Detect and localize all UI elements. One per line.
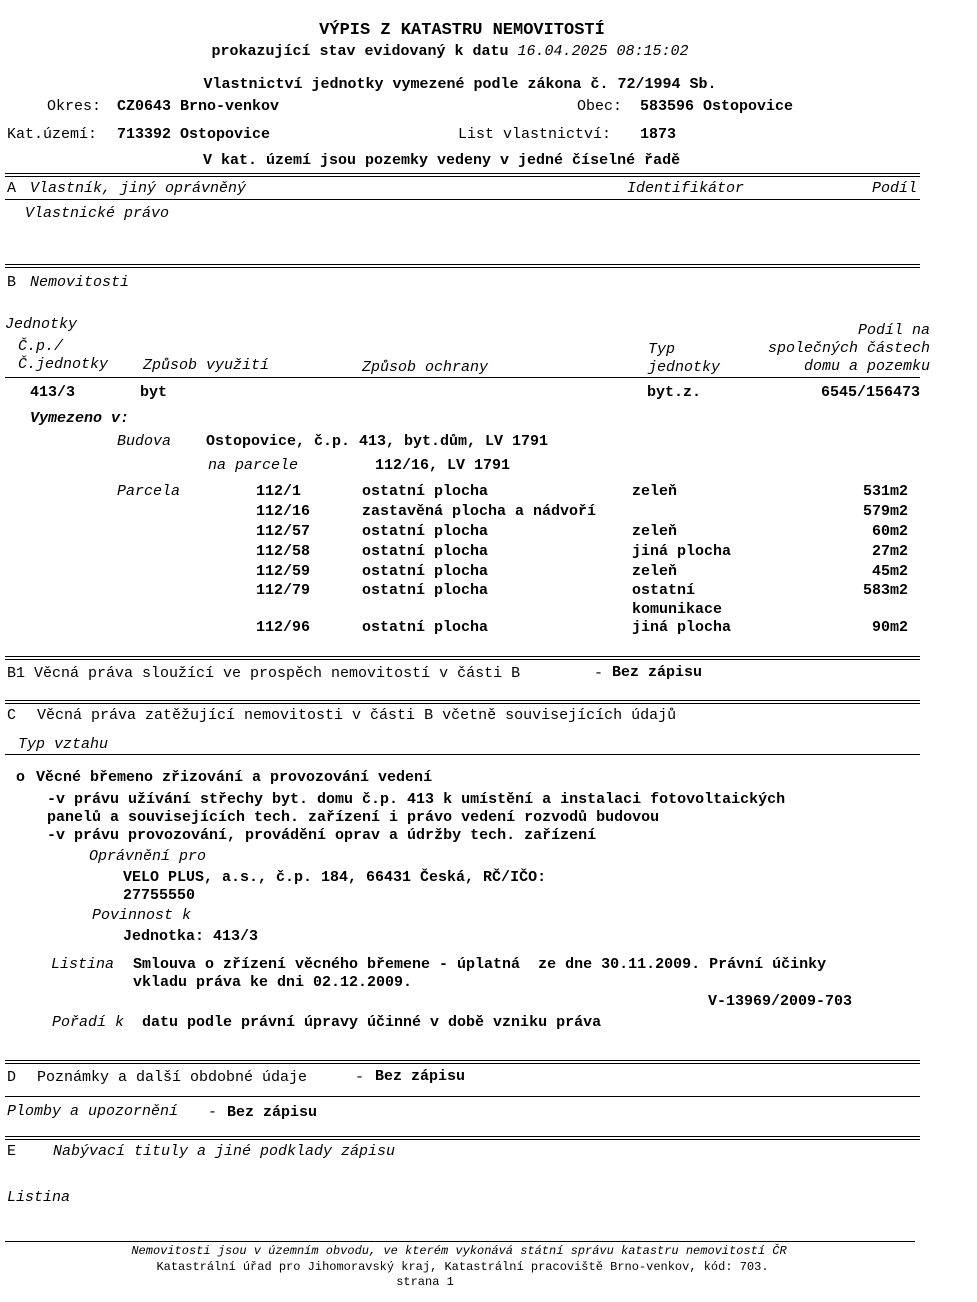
divider <box>5 1060 920 1061</box>
okres-label: Okres: <box>47 98 102 115</box>
obliged-label: Povinnost k <box>92 907 192 924</box>
col-identifier: Identifikátor <box>627 180 745 197</box>
document-text: Smlouva o zřízení věcného břemene - úplatná ze dne 30.11.2009. Právní účinky <box>133 956 827 973</box>
divider <box>5 176 920 177</box>
entitled-id: 27755550 <box>123 887 196 904</box>
section-c-title: Věcná práva zatěžující nemovitosti v části B včetně souvisejících údajů <box>37 707 677 724</box>
obec-label: Obec: <box>577 98 623 115</box>
section-b1-status: Bez zápisu <box>612 664 703 681</box>
numbering-note: V kat. území jsou pozemky vedeny v jedné číselné řadě <box>203 152 681 169</box>
units-label: Jednotky <box>5 316 78 333</box>
section-b-letter: B <box>7 274 17 291</box>
document-reference: V-13969/2009-703 <box>708 993 853 1010</box>
parcel-area: 531m2 <box>862 483 908 500</box>
col-cp: Č.p./ <box>18 338 64 355</box>
divider <box>5 1136 920 1137</box>
unit-number: 413/3 <box>30 384 76 401</box>
divider <box>5 659 920 660</box>
easement-desc: panelů a souvisejících tech. zařízení i právo vedení rozvodů budovou <box>47 809 660 826</box>
seals-dash: - <box>208 1104 218 1121</box>
ownership-right-label: Vlastnické právo <box>25 205 170 222</box>
footer-line: Nemovitosti jsou v územním obvodu, ve kterém vykonává státní správu katastru nemovitostí ČR <box>131 1244 787 1258</box>
unit-use: byt <box>140 384 168 401</box>
okres-value: CZ0643 Brno-venkov <box>117 98 280 115</box>
parcel-use: zastavěná plocha a nádvoří <box>362 503 597 520</box>
parcel-area: 90m2 <box>871 619 908 636</box>
parcel-use: ostatní plocha <box>362 619 489 636</box>
footer-divider <box>5 1241 915 1242</box>
katuzemi-value: 713392 Ostopovice <box>117 126 271 143</box>
section-e-title: Nabývací tituly a jiné podklady zápisu <box>53 1143 396 1160</box>
col-common-share: Podíl na <box>857 322 930 339</box>
parcel-use: ostatní plocha <box>362 543 489 560</box>
section-a-letter: A <box>7 180 17 197</box>
order-label: Pořadí k <box>52 1014 125 1031</box>
section-d-title: Poznámky a další obdobné údaje <box>37 1069 308 1086</box>
building-label: Budova <box>117 433 172 450</box>
easement-desc: -v právu užívání střechy byt. domu č.p. 413 k umístění a instalaci fotovoltaických <box>47 791 786 808</box>
obec-value: 583596 Ostopovice <box>640 98 794 115</box>
parcel-kind: jiná plocha <box>632 543 732 560</box>
parcel-kind: zeleň <box>632 523 678 540</box>
page-number: strana 1 <box>396 1275 454 1289</box>
parcel-number: 112/96 <box>256 619 311 636</box>
divider <box>5 377 920 378</box>
parcel-number: 112/57 <box>256 523 311 540</box>
parcel-number: 112/16 <box>256 503 311 520</box>
section-d-letter: D <box>7 1069 17 1086</box>
entitled-party: VELO PLUS, a.s., č.p. 184, 66431 Česká, RČ/IČO: <box>123 869 547 886</box>
col-common-share-3: domu a pozemku <box>803 358 930 375</box>
parcel-area: 583m2 <box>862 582 908 599</box>
col-relation-type: Typ vztahu <box>18 736 109 753</box>
parcel-label: Parcela <box>117 483 181 500</box>
divider <box>5 264 920 265</box>
parcel-kind: zeleň <box>632 483 678 500</box>
lv-value: 1873 <box>640 126 677 143</box>
parcel-number: 112/79 <box>256 582 311 599</box>
parcel-kind: jiná plocha <box>632 619 732 636</box>
col-use: Způsob využití <box>143 357 270 374</box>
parcel-use: ostatní plocha <box>362 523 489 540</box>
unit-share: 6545/156473 <box>820 384 920 401</box>
footer-office: Katastrální úřad pro Jihomoravský kraj, Katastrální pracoviště Brno-venkov, kód: 703. <box>156 1260 769 1274</box>
divider <box>5 700 920 701</box>
col-common-share-2: společných částech <box>767 340 930 357</box>
section-e-letter: E <box>7 1143 17 1160</box>
divider <box>5 199 920 200</box>
parcel-area: 45m2 <box>871 563 908 580</box>
unit-law-heading: Vlastnictví jednotky vymezené podle zákona č. 72/1994 Sb. <box>203 76 717 93</box>
section-c-letter: C <box>7 707 17 724</box>
defined-in-label: Vymezeno v: <box>30 410 130 427</box>
entitled-label: Oprávnění pro <box>89 848 207 865</box>
extract-date: 16.04.2025 08:15:02 <box>517 43 689 60</box>
obliged-value: Jednotka: 413/3 <box>123 928 259 945</box>
parcel-number: 112/59 <box>256 563 311 580</box>
divider <box>5 754 920 755</box>
divider <box>5 1096 920 1097</box>
building-value: Ostopovice, č.p. 413, byt.dům, LV 1791 <box>206 433 549 450</box>
section-b1-dash: - <box>594 665 604 682</box>
document-label: Listina <box>51 956 115 973</box>
subtitle-label: prokazující stav evidovaný k datu <box>211 43 509 60</box>
section-d-dash: - <box>355 1069 365 1086</box>
section-b1-title: B1 Věcná práva sloužící ve prospěch nemovitostí v části B <box>7 665 521 682</box>
parcel-area: 60m2 <box>871 523 908 540</box>
col-unit-number: Č.jednotky <box>18 356 109 373</box>
lv-label: List vlastnictví: <box>458 126 612 143</box>
parcel-area: 579m2 <box>862 503 908 520</box>
document-text: vkladu práva ke dni 02.12.2009. <box>133 974 413 991</box>
seals-title: Plomby a upozornění <box>7 1103 179 1120</box>
divider <box>5 1139 920 1140</box>
divider <box>5 703 920 704</box>
seals-status: Bez zápisu <box>227 1104 318 1121</box>
parcel-number: 112/1 <box>256 483 302 500</box>
bullet: o <box>16 769 26 786</box>
section-d-status: Bez zápisu <box>375 1068 466 1085</box>
parcel-number: 112/58 <box>256 543 311 560</box>
section-a-title: Vlastník, jiný oprávněný <box>30 180 247 197</box>
col-protection: Způsob ochrany <box>362 359 489 376</box>
parcel-kind-line-2: komunikace <box>632 601 723 618</box>
parcel-use: ostatní plocha <box>362 563 489 580</box>
parcel-use: ostatní plocha <box>362 483 489 500</box>
document-title: VÝPIS Z KATASTRU NEMOVITOSTÍ <box>319 21 605 40</box>
divider <box>5 267 920 268</box>
parcel-area: 27m2 <box>871 543 908 560</box>
section-e-document-label: Listina <box>7 1189 71 1206</box>
subtitle <box>0 43 900 61</box>
divider <box>5 1063 920 1064</box>
col-type-2: jednotky <box>648 359 721 376</box>
section-b-title: Nemovitosti <box>30 274 130 291</box>
divider <box>5 656 920 657</box>
easement-desc: -v právu provozování, provádění oprav a údržby tech. zařízení <box>47 827 597 844</box>
col-share: Podíl <box>872 180 918 197</box>
easement-title: Věcné břemeno zřizování a provozování vedení <box>36 769 433 786</box>
col-type: Typ <box>648 341 676 358</box>
parcel-kind: ostatní <box>632 582 696 599</box>
order-value: datu podle právní úpravy účinné v době vzniku práva <box>142 1014 602 1031</box>
katuzemi-label: Kat.území: <box>7 126 98 143</box>
on-parcel-label: na parcele <box>208 457 299 474</box>
parcel-kind: zeleň <box>632 563 678 580</box>
unit-type: byt.z. <box>647 384 702 401</box>
on-parcel-value: 112/16, LV 1791 <box>375 457 511 474</box>
parcel-use: ostatní plocha <box>362 582 489 599</box>
divider <box>5 173 920 174</box>
